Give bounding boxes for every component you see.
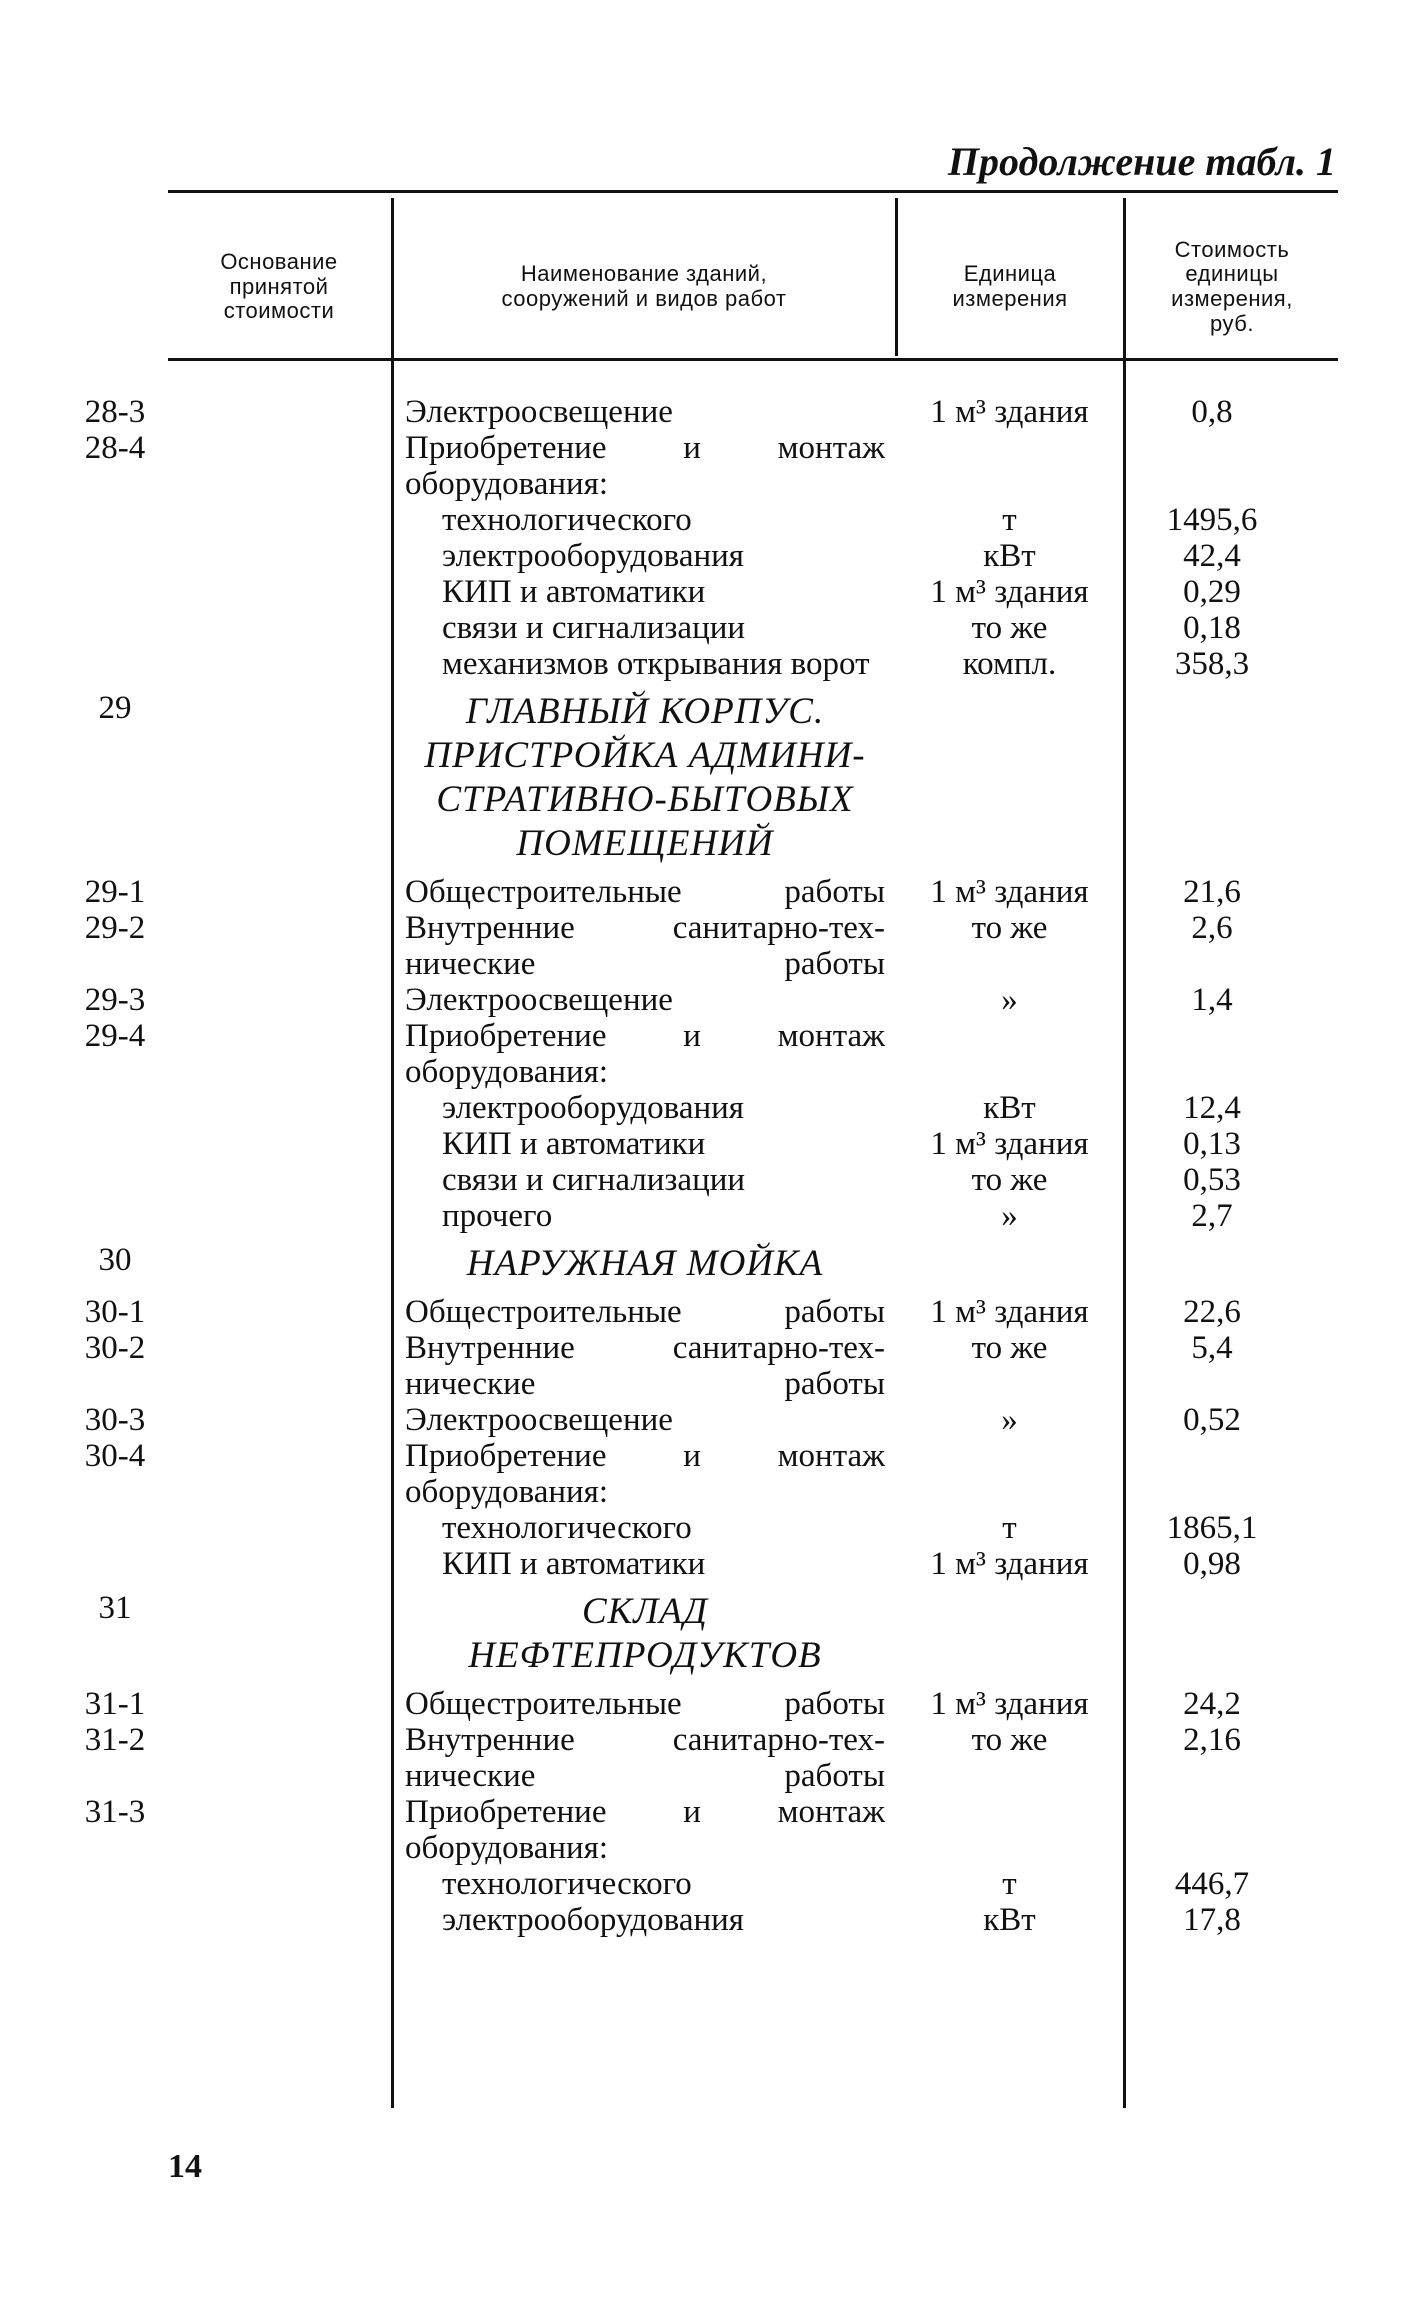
row-unit: » — [1001, 1402, 1018, 1438]
row-code — [0, 1510, 230, 1546]
header-basis — [168, 222, 390, 352]
row-cost: 22,6 — [1183, 1294, 1241, 1330]
row-cost: 2,16 — [1183, 1722, 1241, 1758]
row-name: Электроосвещение — [405, 394, 673, 430]
row-name: механизмов открывания ворот — [442, 646, 870, 682]
row-code: 29-2 — [84, 910, 146, 946]
row-code: 28-3 — [84, 394, 146, 430]
row-unit: то же — [971, 1722, 1048, 1758]
row-code — [0, 1162, 230, 1198]
table-row — [0, 538, 1414, 574]
row-unit: то же — [971, 1330, 1048, 1366]
row-code: 30-1 — [84, 1294, 146, 1330]
row-name: Приобретение и монтаж оборудования: — [405, 1438, 885, 1510]
row-unit — [897, 1242, 1122, 1286]
row-cost: 0,13 — [1183, 1126, 1241, 1162]
table-row — [0, 1162, 1414, 1198]
section-row — [0, 1242, 1414, 1286]
row-code — [0, 610, 230, 646]
row-cost: 24,2 — [1183, 1686, 1241, 1722]
row-unit: 1 м³ здания — [930, 394, 1089, 430]
row-unit: компл. — [962, 646, 1057, 682]
page-number: 14 — [168, 2148, 202, 2185]
column-divider-name-header — [895, 198, 898, 356]
row-cost: 2,7 — [1191, 1198, 1233, 1234]
header-basis-line: Основание — [220, 249, 338, 275]
row-unit: 1 м³ здания — [930, 1126, 1089, 1162]
row-cost — [1122, 1794, 1302, 1866]
row-cost — [1122, 690, 1302, 866]
row-name: электрооборудования — [442, 1902, 744, 1938]
row-cost: 0,52 — [1183, 1402, 1241, 1438]
row-name: ГЛАВНЫЙ КОРПУС. ПРИСТРОЙКА АДМИНИ- СТРАТИВНО-БЫТОВЫХ ПОМЕЩЕНИЙ — [424, 691, 866, 864]
row-name: Общестроительные работы — [405, 874, 885, 910]
row-cost: 0,18 — [1183, 610, 1241, 646]
header-cost — [1126, 222, 1338, 352]
header-name-line: сооружений и видов работ — [501, 286, 787, 311]
table-row — [0, 1018, 1414, 1090]
row-name: технологического — [442, 1510, 692, 1546]
row-unit: » — [1001, 1198, 1018, 1234]
section-row — [0, 1590, 1414, 1678]
row-unit: кВт — [983, 538, 1036, 574]
row-code — [0, 538, 230, 574]
table-row — [0, 430, 1414, 502]
row-cost: 446,7 — [1174, 1866, 1250, 1902]
row-cost: 0,29 — [1183, 574, 1241, 610]
table-row — [0, 1794, 1414, 1866]
row-unit: 1 м³ здания — [930, 1546, 1089, 1582]
row-code — [0, 646, 230, 682]
row-code: 31 — [98, 1590, 132, 1626]
row-name: электрооборудования — [442, 1090, 744, 1126]
row-cost: 2,6 — [1191, 910, 1233, 946]
row-unit: т — [1002, 1510, 1017, 1546]
row-unit: » — [1001, 982, 1018, 1018]
row-code — [0, 1198, 230, 1234]
row-name: СКЛАД НЕФТЕПРОДУКТОВ — [468, 1591, 822, 1676]
row-code: 31-3 — [84, 1794, 146, 1830]
row-name: связи и сигнализации — [442, 1162, 746, 1198]
header-bottom-rule — [168, 358, 1338, 361]
row-name: электрооборудования — [442, 538, 744, 574]
row-cost — [1122, 1018, 1302, 1090]
header-basis-line: стоимости — [223, 298, 335, 324]
row-unit — [897, 1590, 1122, 1678]
row-unit: т — [1002, 1866, 1017, 1902]
table-row — [0, 502, 1414, 538]
row-name: КИП и автоматики — [442, 1126, 706, 1162]
header-cost-line: измерения, — [1171, 286, 1293, 311]
table-body — [0, 394, 1414, 1938]
row-code — [0, 1126, 230, 1162]
table-continuation-label: Продолжение табл. 1 — [947, 139, 1336, 184]
table-row — [0, 646, 1414, 682]
row-unit: 1 м³ здания — [930, 1686, 1089, 1722]
table-row — [0, 1510, 1414, 1546]
row-unit — [897, 430, 1122, 502]
row-cost: 12,4 — [1183, 1090, 1241, 1126]
row-unit: то же — [971, 610, 1048, 646]
table-row — [0, 1866, 1414, 1902]
table-row — [0, 1722, 1414, 1794]
row-code: 29-4 — [84, 1018, 146, 1054]
table-row — [0, 1902, 1414, 1938]
row-name: технологического — [442, 1866, 692, 1902]
table-row — [0, 910, 1414, 982]
row-cost: 358,3 — [1174, 646, 1250, 682]
row-cost — [1122, 1590, 1302, 1678]
header-cost-line: руб. — [1210, 310, 1254, 336]
row-code: 30-3 — [84, 1402, 146, 1438]
row-unit: то же — [971, 1162, 1048, 1198]
row-code — [0, 1546, 230, 1582]
row-code: 28-4 — [84, 430, 146, 466]
row-unit: то же — [971, 910, 1048, 946]
row-cost — [1122, 1438, 1302, 1510]
table-row — [0, 1198, 1414, 1234]
header-basis-line: принятой — [229, 273, 329, 299]
row-code: 30 — [98, 1242, 132, 1278]
row-code: 29-1 — [84, 874, 146, 910]
row-code — [0, 574, 230, 610]
row-cost: 0,53 — [1183, 1162, 1241, 1198]
row-unit: кВт — [983, 1090, 1036, 1126]
header-cost-line: Стоимость — [1174, 236, 1290, 262]
table-row — [0, 1546, 1414, 1582]
row-name: Электроосвещение — [405, 982, 673, 1018]
row-unit — [897, 1018, 1122, 1090]
row-unit: 1 м³ здания — [930, 1294, 1089, 1330]
row-name: Внутренние санитарно-тех- нические работы — [405, 910, 885, 982]
row-name: Общестроительные работы — [405, 1294, 885, 1330]
table-row — [0, 394, 1414, 430]
row-name: технологического — [442, 502, 692, 538]
row-name: Общестроительные работы — [405, 1686, 885, 1722]
table-row — [0, 1402, 1414, 1438]
header-name — [394, 222, 894, 352]
row-unit: 1 м³ здания — [930, 574, 1089, 610]
row-unit: кВт — [983, 1902, 1036, 1938]
header-cost-line: единицы — [1185, 261, 1279, 287]
row-name: КИП и автоматики — [442, 1546, 706, 1582]
row-cost: 1,4 — [1191, 982, 1233, 1018]
row-name: НАРУЖНАЯ МОЙКА — [466, 1243, 824, 1284]
row-code — [0, 1902, 230, 1938]
row-code: 30-4 — [84, 1438, 146, 1474]
row-name: прочего — [442, 1198, 553, 1234]
row-code: 29-3 — [84, 982, 146, 1018]
table-row — [0, 982, 1414, 1018]
row-cost: 1865,1 — [1166, 1510, 1258, 1546]
row-cost: 5,4 — [1191, 1330, 1233, 1366]
row-code: 31-1 — [84, 1686, 146, 1722]
table-row — [0, 1438, 1414, 1510]
row-name: Приобретение и монтаж оборудования: — [405, 1794, 885, 1866]
row-name: Внутренние санитарно-тех- нические работы — [405, 1722, 885, 1794]
table-top-rule — [168, 190, 1338, 193]
row-name: Электроосвещение — [405, 1402, 673, 1438]
row-code — [0, 1090, 230, 1126]
section-row — [0, 690, 1414, 866]
row-cost: 0,98 — [1183, 1546, 1241, 1582]
row-cost: 21,6 — [1183, 874, 1241, 910]
row-cost — [1122, 430, 1302, 502]
row-cost: 42,4 — [1183, 538, 1241, 574]
row-name: Внутренние санитарно-тех- нические работы — [405, 1330, 885, 1402]
row-unit: 1 м³ здания — [930, 874, 1089, 910]
row-code: 31-2 — [84, 1722, 146, 1758]
table-row — [0, 1090, 1414, 1126]
table-row — [0, 1126, 1414, 1162]
header-unit — [898, 222, 1122, 352]
row-code: 29 — [98, 690, 132, 726]
header-unit-line: Единица — [963, 261, 1057, 287]
row-unit — [897, 1438, 1122, 1510]
table-row — [0, 610, 1414, 646]
header-unit-line: измерения — [952, 286, 1068, 311]
header-name-line: Наименование зданий, — [520, 261, 768, 287]
row-code: 30-2 — [84, 1330, 146, 1366]
row-unit — [897, 690, 1122, 866]
row-cost: 0,8 — [1191, 394, 1233, 430]
row-name: Приобретение и монтаж оборудования: — [405, 430, 885, 502]
row-unit — [897, 1794, 1122, 1866]
row-code — [0, 1866, 230, 1902]
row-unit: т — [1002, 502, 1017, 538]
row-name: Приобретение и монтаж оборудования: — [405, 1018, 885, 1090]
table-row — [0, 1294, 1414, 1330]
row-cost — [1122, 1242, 1302, 1286]
table-row — [0, 874, 1414, 910]
table-row — [0, 1330, 1414, 1402]
row-name: КИП и автоматики — [442, 574, 706, 610]
row-cost: 1495,6 — [1166, 502, 1258, 538]
table-row — [0, 1686, 1414, 1722]
table-row — [0, 574, 1414, 610]
row-code — [0, 502, 230, 538]
row-cost: 17,8 — [1183, 1902, 1241, 1938]
row-name: связи и сигнализации — [442, 610, 746, 646]
